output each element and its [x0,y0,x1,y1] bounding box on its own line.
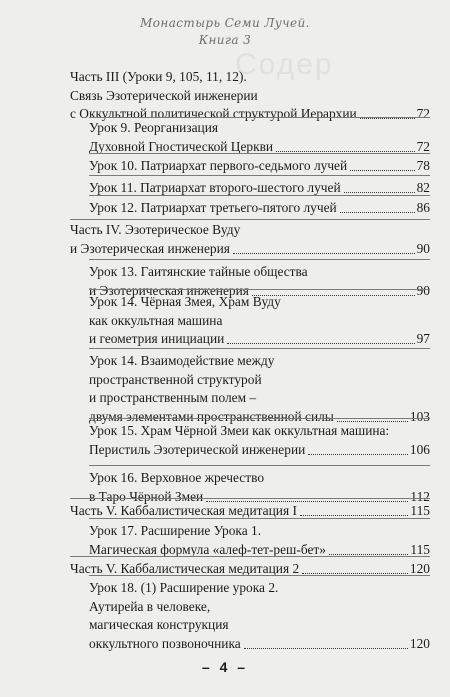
leader-dots [329,554,408,555]
leader-dots [344,192,415,193]
toc-entry-line: и геометрия инициации [89,331,225,347]
toc-page-number: 112 [410,488,430,504]
toc-entry-line: Магическая формула «алеф-тет-реш-бет» [89,541,326,557]
toc-entry-line: Часть III (Уроки 9, 105, 11, 12). [70,69,247,84]
bleed-through-text: Содер [235,48,334,81]
entry-separator [89,175,430,176]
leader-dots [340,212,415,213]
leader-dots [308,454,408,455]
toc-entry-line: Урок 11. Патриархат второго-шестого лучей [89,180,341,195]
entry-separator [89,418,430,419]
entry-separator [70,219,430,220]
page-number: – 4 – [201,659,249,675]
toc-entry-line: Урок 16. Верховное жречество [89,470,265,485]
entry-separator [89,575,430,576]
entry-separator [89,117,430,118]
leader-dots [227,343,414,344]
toc-entry-line: Урок 14. Чёрная Змея, Храм Вуду [89,294,281,309]
toc-page-number: 120 [409,635,430,651]
toc-entry-line: и пространственным полем – [89,390,257,406]
toc-entry-line: Урок 14. Взаимодействие между [89,353,275,368]
toc-page-number: 86 [416,200,430,215]
toc-entry-line: Часть V. Каббалистическая медитация I [70,503,297,518]
entry-separator [89,259,430,260]
leader-dots [276,151,415,152]
toc-entry-line: Урок 12. Патриархат третьего-пятого лучей [89,200,337,215]
toc-entry-line: двумя элементами пространственной силы [89,408,334,424]
toc-entry-line: магическая конструкция [89,617,229,633]
toc-page-number: 90 [416,240,430,256]
toc-entry-line: Перистиль Эзотерической инженерии [89,441,306,457]
toc-entry-line: Аутирейа в человеке, [89,598,211,614]
toc-entry-line: Урок 13. Гаитянские тайные общества [89,264,308,279]
leader-dots [360,118,415,119]
toc-entry-line: как оккультная машина [89,312,223,328]
entry-separator [89,518,430,519]
toc-entry-line: и Эзотерическая инженерия [70,240,230,256]
toc-page-number: 72 [416,106,430,122]
running-head-title: Монастырь Семи Лучей. [140,16,310,30]
toc-entry-line: оккультного позвоночника [89,635,241,651]
toc-entry-line: в Таро Чёрной Змеи [89,488,204,504]
toc-entry-line: с Оккультной политической структурой Иерархии [70,106,357,122]
toc-entry-line: Связь Эзотерической инженерии [70,87,258,103]
toc-entry-line: Часть IV. Эзотерическое Вуду [70,222,241,237]
entry-separator [70,498,430,499]
entry-separator [89,465,430,466]
entry-separator [89,195,430,196]
toc-entry-line: Часть V. Каббалистическая медитация 2 [70,561,300,576]
entry-separator [89,153,430,154]
toc-page-number: 106 [409,441,430,457]
entry-separator [70,556,430,557]
entry-separator [89,289,430,290]
leader-dots [350,170,414,171]
leader-dots [300,515,408,516]
entry-separator [89,348,430,349]
toc-page-number: 103 [409,408,430,424]
toc-page-number: 72 [416,138,430,154]
leader-dots [244,648,408,649]
toc-entry-line: Духовной Гностической Церкви [89,138,274,154]
toc-entry-line: пространственной структурой [89,371,262,387]
leader-dots [302,573,408,574]
toc-entry-line: Урок 15. Храм Чёрной Змеи как оккультная машина: [89,423,390,438]
toc-page-number: 82 [416,180,430,195]
toc-page-number: 90 [416,282,430,298]
leader-dots [233,253,415,254]
toc-page-number: 115 [410,503,430,518]
toc-entry-line: Урок 10. Патриархат первого-седьмого лучей [89,158,348,173]
toc-entry-line: Урок 17. Расширение Урока 1. [89,523,262,538]
toc-page-number: 78 [416,158,430,173]
toc-page-number: 115 [410,541,430,557]
running-head-book: Книга 3 [198,33,252,47]
toc-page-number: 120 [409,561,430,576]
toc-page-number: 97 [416,331,430,347]
toc-entry-line: и Эзотерическая инженерия [89,282,249,298]
toc-entry-line: Урок 9. Реорганизация [89,120,219,135]
toc-entry-line: Урок 18. (1) Расширение урока 2. [89,580,279,595]
